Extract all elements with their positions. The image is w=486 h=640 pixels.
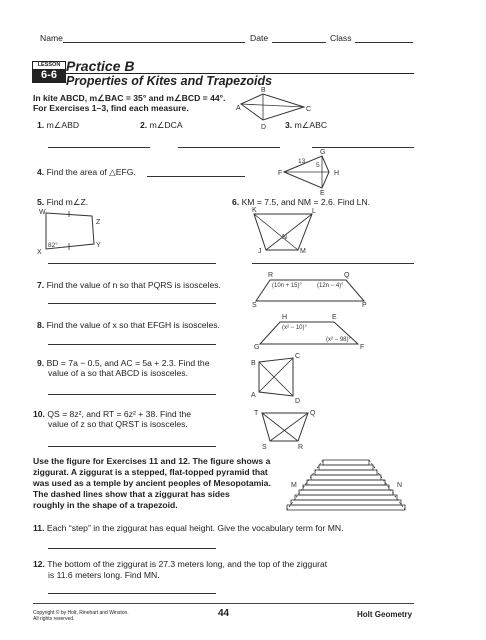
trapezoid-wxyz-figure — [32, 205, 112, 255]
klmj-label-n: N — [282, 234, 288, 241]
ziggurat-intro-4: The dashed lines show that a ziggurat has sides — [33, 489, 230, 499]
qrst-label-t: T — [254, 410, 259, 417]
efg-label-h: H — [334, 170, 340, 177]
lesson-number: 6-6 — [33, 69, 65, 82]
ex4-number: 4. — [37, 167, 45, 177]
pqrs-label-p: P — [362, 302, 367, 308]
ex12-line-2: is 11.6 meters long. Find MN. — [48, 570, 160, 580]
ex1-number: 1. — [37, 120, 45, 130]
wxyz-label-z: Z — [96, 219, 101, 226]
pqrs-label-r: R — [268, 272, 274, 279]
trapezoid-pqrs-figure — [252, 268, 372, 308]
ex10-line-2: value of z so that QRST is isosceles. — [48, 419, 188, 429]
trapezoid-abcd-figure — [249, 350, 309, 406]
ex8-answer-blank[interactable] — [48, 344, 216, 345]
book-title: Holt Geometry — [357, 610, 413, 619]
abcd-label-c: C — [295, 353, 301, 360]
wxyz-label-x: X — [37, 249, 42, 255]
date-blank[interactable] — [272, 42, 326, 43]
ziggurat-figure — [285, 454, 415, 520]
footer-rule — [33, 603, 414, 604]
name-blank[interactable] — [63, 42, 245, 43]
ex2-number: 2. — [140, 120, 148, 130]
wxyz-label-w: W — [39, 209, 46, 216]
class-label: Class — [330, 33, 352, 43]
ex11-answer-blank[interactable] — [48, 548, 216, 549]
efgh-label-g: G — [254, 344, 260, 350]
ex11-number: 11. — [33, 523, 45, 533]
ex6-text: KM = 7.5, and NM = 2.6. Find LN. — [241, 197, 371, 207]
ex10-answer-blank[interactable] — [48, 446, 216, 447]
ex6-answer-blank[interactable] — [252, 263, 414, 264]
ex10-number: 10. — [33, 409, 45, 419]
pqrs-label-q: Q — [344, 272, 350, 279]
qrst-label-s: S — [262, 444, 267, 451]
ziggurat-intro-3: was used as a temple by ancient peoples of Mesopotamia. — [33, 478, 271, 488]
abcd-label-d: D — [295, 398, 301, 405]
ex4-answer-blank[interactable] — [147, 176, 245, 177]
klmj-label-j: J — [258, 248, 262, 255]
class-blank[interactable] — [355, 42, 413, 43]
efg-length-13: 13 — [298, 158, 306, 165]
ex12-answer-blank[interactable] — [48, 593, 216, 594]
ex7-text: Find the value of n so that PQRS is isosceles. — [46, 280, 221, 290]
qrst-label-q: Q — [310, 410, 316, 417]
abcd-label-b: B — [251, 360, 256, 367]
efgh-label-e: E — [332, 314, 337, 321]
ex10-line-1: QS = 8z², and RT = 6z² + 38. Find the — [47, 409, 192, 419]
kite-label-c: C — [306, 106, 312, 113]
efg-label-e: E — [320, 190, 325, 195]
intro-line-1: In kite ABCD, m∠BAC = 35° and m∠BCD = 44°. — [33, 93, 226, 103]
ziggurat-label-m: M — [291, 482, 297, 489]
lesson-tag — [32, 61, 66, 83]
ziggurat-intro-1: Use the figure for Exercises 11 and 12. The figure shows a — [33, 456, 271, 466]
abcd-label-a: A — [251, 392, 256, 399]
kite-label-b: B — [261, 87, 266, 94]
ex1-answer-blank[interactable] — [48, 147, 150, 148]
pqrs-label-s: S — [252, 302, 257, 308]
wxyz-label-y: Y — [96, 242, 101, 249]
ex8-number: 8. — [37, 320, 45, 330]
ziggurat-intro-2: ziggurat. A ziggurat is a stepped, flat-topped pyramid that — [33, 467, 268, 477]
trapezoid-efgh-figure — [254, 308, 374, 350]
ex6-number: 6. — [232, 197, 240, 207]
ex4-text: Find the area of △EFG. — [46, 167, 136, 177]
ex3-number: 3. — [285, 120, 293, 130]
ex7-answer-blank[interactable] — [48, 303, 216, 304]
ex11-text: Each “step” in the ziggurat has equal height. Give the vocabulary term for MN. — [46, 523, 344, 533]
ex9-answer-blank[interactable] — [48, 394, 216, 395]
ex3-text: m∠ABC — [294, 120, 328, 130]
name-label: Name — [40, 33, 63, 43]
page-title: Practice B — [66, 58, 135, 74]
ex9-line-2: value of a so that ABCD is isosceles. — [48, 368, 188, 378]
pqrs-angle-q: (12n − 4)° — [317, 283, 344, 289]
ex5-answer-blank[interactable] — [48, 263, 216, 264]
klmj-label-k: K — [252, 207, 257, 214]
intro-line-2: For Exercises 1–3, find each measure. — [33, 103, 189, 113]
kite-label-a: A — [236, 105, 241, 112]
ex8-text: Find the value of x so that EFGH is isosceles. — [46, 320, 220, 330]
ziggurat-intro-5: roughly in the shape of a trapezoid. — [33, 500, 178, 510]
wxyz-angle: 82° — [48, 242, 58, 249]
kite-label-d: D — [261, 124, 267, 130]
date-label: Date — [250, 33, 269, 43]
ex7-number: 7. — [37, 280, 45, 290]
page-number: 44 — [218, 608, 230, 619]
trapezoid-qrst-figure — [252, 403, 322, 451]
qrst-label-r: R — [298, 444, 304, 451]
ex5-text: Find m∠Z. — [46, 197, 89, 207]
ex9-number: 9. — [37, 358, 45, 368]
efg-label-g: G — [320, 149, 326, 156]
ex12-number: 12. — [33, 559, 45, 569]
efg-length-5: 5 — [316, 162, 320, 169]
copyright-line-2: All rights reserved. — [33, 616, 75, 622]
efgh-label-h: H — [282, 314, 288, 321]
lesson-tag-label: LESSON — [37, 62, 61, 68]
ex5-number: 5. — [37, 197, 45, 207]
triangle-efg-figure — [272, 145, 352, 195]
trapezoid-klmj-figure — [246, 206, 336, 256]
efgh-label-f: F — [360, 344, 365, 350]
page-subtitle: Properties of Kites and Trapezoids — [66, 74, 273, 88]
ex2-text: m∠DCA — [149, 120, 183, 130]
ex12-line-1: The bottom of the ziggurat is 27.3 meters long, and the top of the ziggurat — [47, 559, 328, 569]
klmj-label-l: L — [312, 208, 316, 215]
ziggurat-label-n: N — [397, 482, 403, 489]
efgh-angle-f: (x² − 98)° — [326, 337, 351, 343]
efg-label-f: F — [278, 170, 283, 177]
efgh-angle-h: (x² − 10)° — [282, 325, 307, 331]
ex9-line-1: BD = 7a − 0.5, and AC = 5a + 2.3. Find the — [46, 358, 210, 368]
pqrs-angle-r: (10n + 15)° — [272, 283, 302, 289]
klmj-label-m: M — [300, 248, 306, 255]
ex1-text: m∠ABD — [46, 120, 80, 130]
copyright-line-1: Copyright © by Holt, Rinehart and Winston. — [33, 610, 129, 616]
ex2-answer-blank[interactable] — [178, 147, 280, 148]
